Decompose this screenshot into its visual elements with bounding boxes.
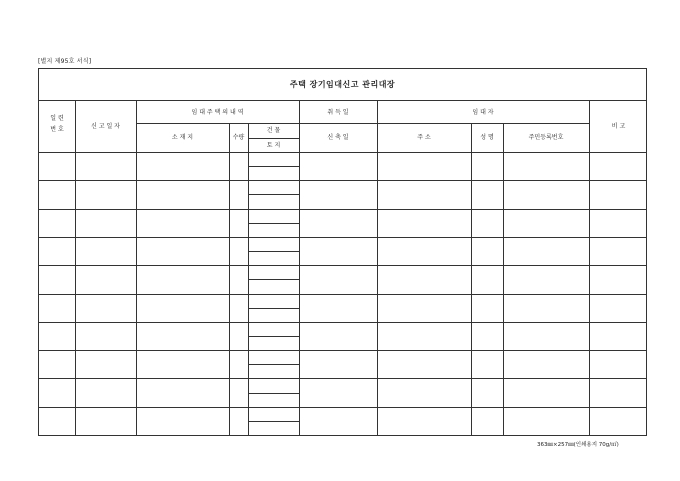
management-register-form: [38, 68, 647, 436]
header-resident-number: 주민등록번호: [528, 134, 564, 141]
column-divider: [75, 101, 76, 435]
table-row-divider: [39, 294, 646, 295]
header-divider: [299, 123, 377, 124]
table-row-divider: [39, 350, 646, 351]
table-row-divider: [39, 265, 646, 266]
column-divider: [136, 101, 137, 435]
form-caption: [별지 제95호 서식]: [38, 58, 92, 65]
header-count: 수량: [232, 134, 245, 141]
header-serial-number-line2: 번 호: [50, 126, 64, 133]
header-divider: [377, 123, 589, 124]
table-row-divider: [39, 322, 646, 323]
building-land-divider: [248, 166, 299, 167]
building-land-divider: [248, 308, 299, 309]
table-row-divider: [39, 378, 646, 379]
column-divider: [377, 101, 378, 435]
column-divider: [503, 123, 504, 435]
building-land-divider: [248, 393, 299, 394]
header-lessor: 임 대 자: [472, 109, 494, 116]
building-land-divider: [248, 194, 299, 195]
header-divider: [248, 138, 299, 139]
table-row-divider: [39, 209, 646, 210]
header-report-date: 신 고 일 자: [91, 123, 120, 130]
header-land: 토 지: [266, 142, 281, 149]
building-land-divider: [248, 251, 299, 252]
header-serial-number-line1: 일 련: [50, 115, 64, 122]
column-divider: [299, 101, 300, 435]
building-land-divider: [248, 421, 299, 422]
header-name: 성 명: [480, 134, 494, 141]
table-row-divider: [39, 180, 646, 181]
header-new-construction-date: 신 축 일: [327, 134, 349, 141]
building-land-divider: [248, 336, 299, 337]
header-location: 소 재 지: [171, 134, 194, 141]
column-divider: [229, 123, 230, 435]
building-land-divider: [248, 223, 299, 224]
header-bottom-rule: [39, 152, 646, 153]
table-row-divider: [39, 407, 646, 408]
column-divider: [589, 101, 590, 435]
header-address: 주 소: [417, 134, 431, 141]
header-building: 건 물: [266, 127, 281, 134]
table-row-divider: [39, 237, 646, 238]
header-remarks: 비 고: [611, 123, 626, 130]
building-land-divider: [248, 279, 299, 280]
building-land-divider: [248, 364, 299, 365]
paper-spec-note: 363㎜×257㎜(인쇄용지 70g/㎡): [537, 442, 619, 448]
column-divider: [471, 123, 472, 435]
header-divider: [136, 123, 299, 124]
header-acquisition-date: 취 득 일: [327, 109, 349, 116]
header-rental-housing-details: 임 대 주 택 의 내 역: [191, 109, 244, 116]
form-title: 주택 장기임대신고 관리대장: [39, 69, 646, 101]
